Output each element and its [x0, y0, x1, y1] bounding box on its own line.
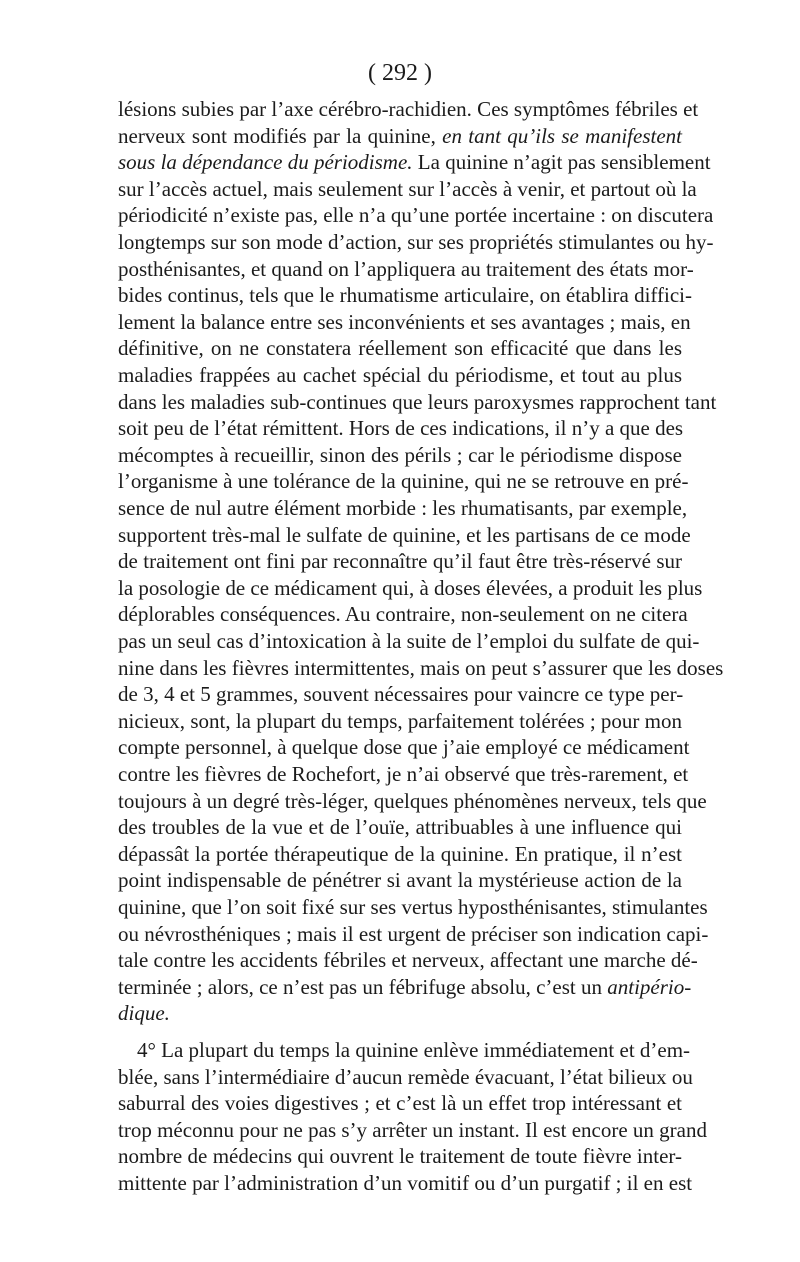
- text-line: [118, 176, 697, 202]
- text-span: nerveux sont modifiés par la quinine,: [118, 123, 443, 148]
- text-line: [118, 655, 724, 681]
- text-line: [118, 495, 688, 521]
- text-line: [118, 681, 682, 707]
- text-span: lement la balance entre ses inconvénients et ses avantages ; mais, en: [118, 309, 691, 334]
- text-span: posthénisantes, et quand on l’appliquera au traitement des états mor-: [118, 256, 694, 281]
- text-line: [118, 1117, 707, 1143]
- text-line: [118, 974, 692, 1000]
- text-span: de 3, 4 et 5 grammes, souvent nécessaires pour vaincre ce type per-: [118, 682, 684, 707]
- text-line: [118, 1000, 682, 1026]
- text-span: de traitement ont fini par reconnaître qu’il faut être très-réservé sur: [118, 549, 682, 574]
- text-line: [118, 202, 714, 228]
- text-line: [118, 256, 694, 282]
- text-span: contre les fièvres de Rochefort, je n’ai observé que très-rarement, et: [118, 762, 689, 786]
- text-line: [118, 921, 709, 947]
- italic-text: antipério-: [607, 974, 692, 999]
- text-line: [118, 1143, 682, 1169]
- text-line: [118, 628, 700, 654]
- text-line: [118, 309, 691, 335]
- text-span: trop méconnu pour ne pas s’y arrêter un instant. Il est encore un grand: [118, 1117, 707, 1142]
- text-span: tale contre les accidents fébriles et nerveux, affectant une marche dé-: [118, 948, 698, 973]
- text-line: [118, 468, 689, 494]
- text-span: la posologie de ce médicament qui, à doses élevées, a produit les plus: [118, 575, 703, 600]
- text-span: sur l’accès actuel, mais seulement sur l’accès à venir, et partout où la: [118, 176, 697, 201]
- text-line: [118, 814, 682, 840]
- text-span: l’organisme à une tolérance de la quinine, qui ne se retrouve en pré-: [118, 469, 689, 494]
- text-line: [118, 788, 707, 814]
- text-line: [118, 894, 708, 920]
- text-span: supportent très-mal le sulfate de quinine, et les partisans de ce mode: [118, 522, 691, 547]
- text-span: 4° La plupart du temps la quinine enlève immédiatement et d’em-: [137, 1038, 691, 1062]
- text-line: [118, 1170, 693, 1196]
- text-line: [118, 947, 698, 973]
- text-span: La quinine n’agit pas sensiblement: [412, 150, 711, 175]
- text-span: soit peu de l’état rémittent. Hors de ces indications, il n’y a que des: [118, 416, 684, 441]
- text-line: [137, 1037, 691, 1063]
- text-span: nine dans les fièvres intermittentes, mais on peut s’assurer que les doses: [118, 655, 724, 680]
- text-line: [118, 1064, 693, 1090]
- italic-text: dique.: [118, 1001, 170, 1026]
- text-span: dans les maladies sub-continues que leurs paroxysmes rapprochent tant: [118, 389, 717, 414]
- italic-text: sous la dépendance du périodisme.: [118, 150, 413, 175]
- text-line: [118, 123, 682, 149]
- text-span: blée, sans l’intermédiaire d’aucun remède évacuant, l’état bilieux ou: [118, 1064, 693, 1089]
- text-line: [118, 229, 714, 255]
- page-number: ( 292 ): [368, 60, 432, 86]
- text-span: bides continus, tels que le rhumatisme articulaire, on établira diffici-: [118, 283, 693, 308]
- text-line: [118, 548, 682, 574]
- text-span: saburral des voies digestives ; et c’est là un effet trop intéressant et: [118, 1091, 682, 1116]
- text-span: nombre de médecins qui ouvrent le traitement de toute fièvre inter-: [118, 1144, 682, 1169]
- text-line: [118, 415, 682, 441]
- text-line: [118, 362, 682, 388]
- text-line: [118, 601, 688, 627]
- text-span: des troubles de la vue et de l’ouïe, attribuables à une influence qui: [118, 815, 682, 840]
- text-line: [118, 149, 711, 175]
- text-line: [118, 389, 717, 415]
- text-span: nicieux, sont, la plupart du temps, parfaitement tolérées ; pour mon: [118, 708, 682, 733]
- text-line: [118, 522, 691, 548]
- text-span: dépassât la portée thérapeutique de la quinine. En pratique, il n’est: [118, 841, 682, 866]
- text-span: point indispensable de pénétrer si avant la mystérieuse action de la: [118, 868, 682, 893]
- text-span: toujours à un degré très-léger, quelques phénomènes nerveux, tels que: [118, 788, 707, 813]
- text-span: définitive, on ne constatera réellement son efficacité que dans les: [118, 336, 682, 361]
- text-line: [118, 708, 682, 734]
- text-span: mittente par l’administration d’un vomitif ou d’un purgatif ; il en est: [118, 1171, 693, 1195]
- text-line: [118, 575, 703, 601]
- text-line: [118, 96, 699, 122]
- text-span: pas un seul cas d’intoxication à la suite de l’emploi du sulfate de qui-: [118, 629, 700, 653]
- text-span: déplorables conséquences. Au contraire, non-seulement on ne citera: [118, 602, 688, 627]
- text-span: maladies frappées au cachet spécial du périodisme, et tout au plus: [118, 363, 682, 387]
- text-line: [118, 1090, 682, 1116]
- text-span: périodicité n’existe pas, elle n’a qu’une portée incertaine : on discutera: [118, 203, 714, 228]
- italic-text: en tant qu’ils se manifestent: [442, 123, 682, 148]
- text-line: [118, 442, 682, 468]
- text-span: longtemps sur son mode d’action, sur ses propriétés stimulantes ou hy-: [118, 230, 714, 254]
- text-span: quinine, que l’on soit fixé sur ses vertus hyposthénisantes, stimulantes: [118, 895, 708, 919]
- text-line: [118, 867, 682, 893]
- text-span: ou névrosthéniques ; mais il est urgent de préciser son indication capi-: [118, 921, 709, 946]
- text-span: mécomptes à recueillir, sinon des périls ; car le périodisme dispose: [118, 442, 682, 467]
- text-line: [118, 761, 689, 787]
- text-span: sence de nul autre élément morbide : les rhumatisants, par exemple,: [118, 496, 688, 520]
- text-line: [118, 282, 693, 308]
- text-span: lésions subies par l’axe cérébro-rachidien. Ces symptômes fébriles et: [118, 97, 699, 121]
- text-span: compte personnel, à quelque dose que j’aie employé ce médicament: [118, 735, 690, 760]
- text-span: terminée ; alors, ce n’est pas un fébrifuge absolu, c’est un: [118, 974, 608, 999]
- text-line: [118, 335, 682, 361]
- text-line: [118, 841, 682, 867]
- text-line: [118, 734, 690, 760]
